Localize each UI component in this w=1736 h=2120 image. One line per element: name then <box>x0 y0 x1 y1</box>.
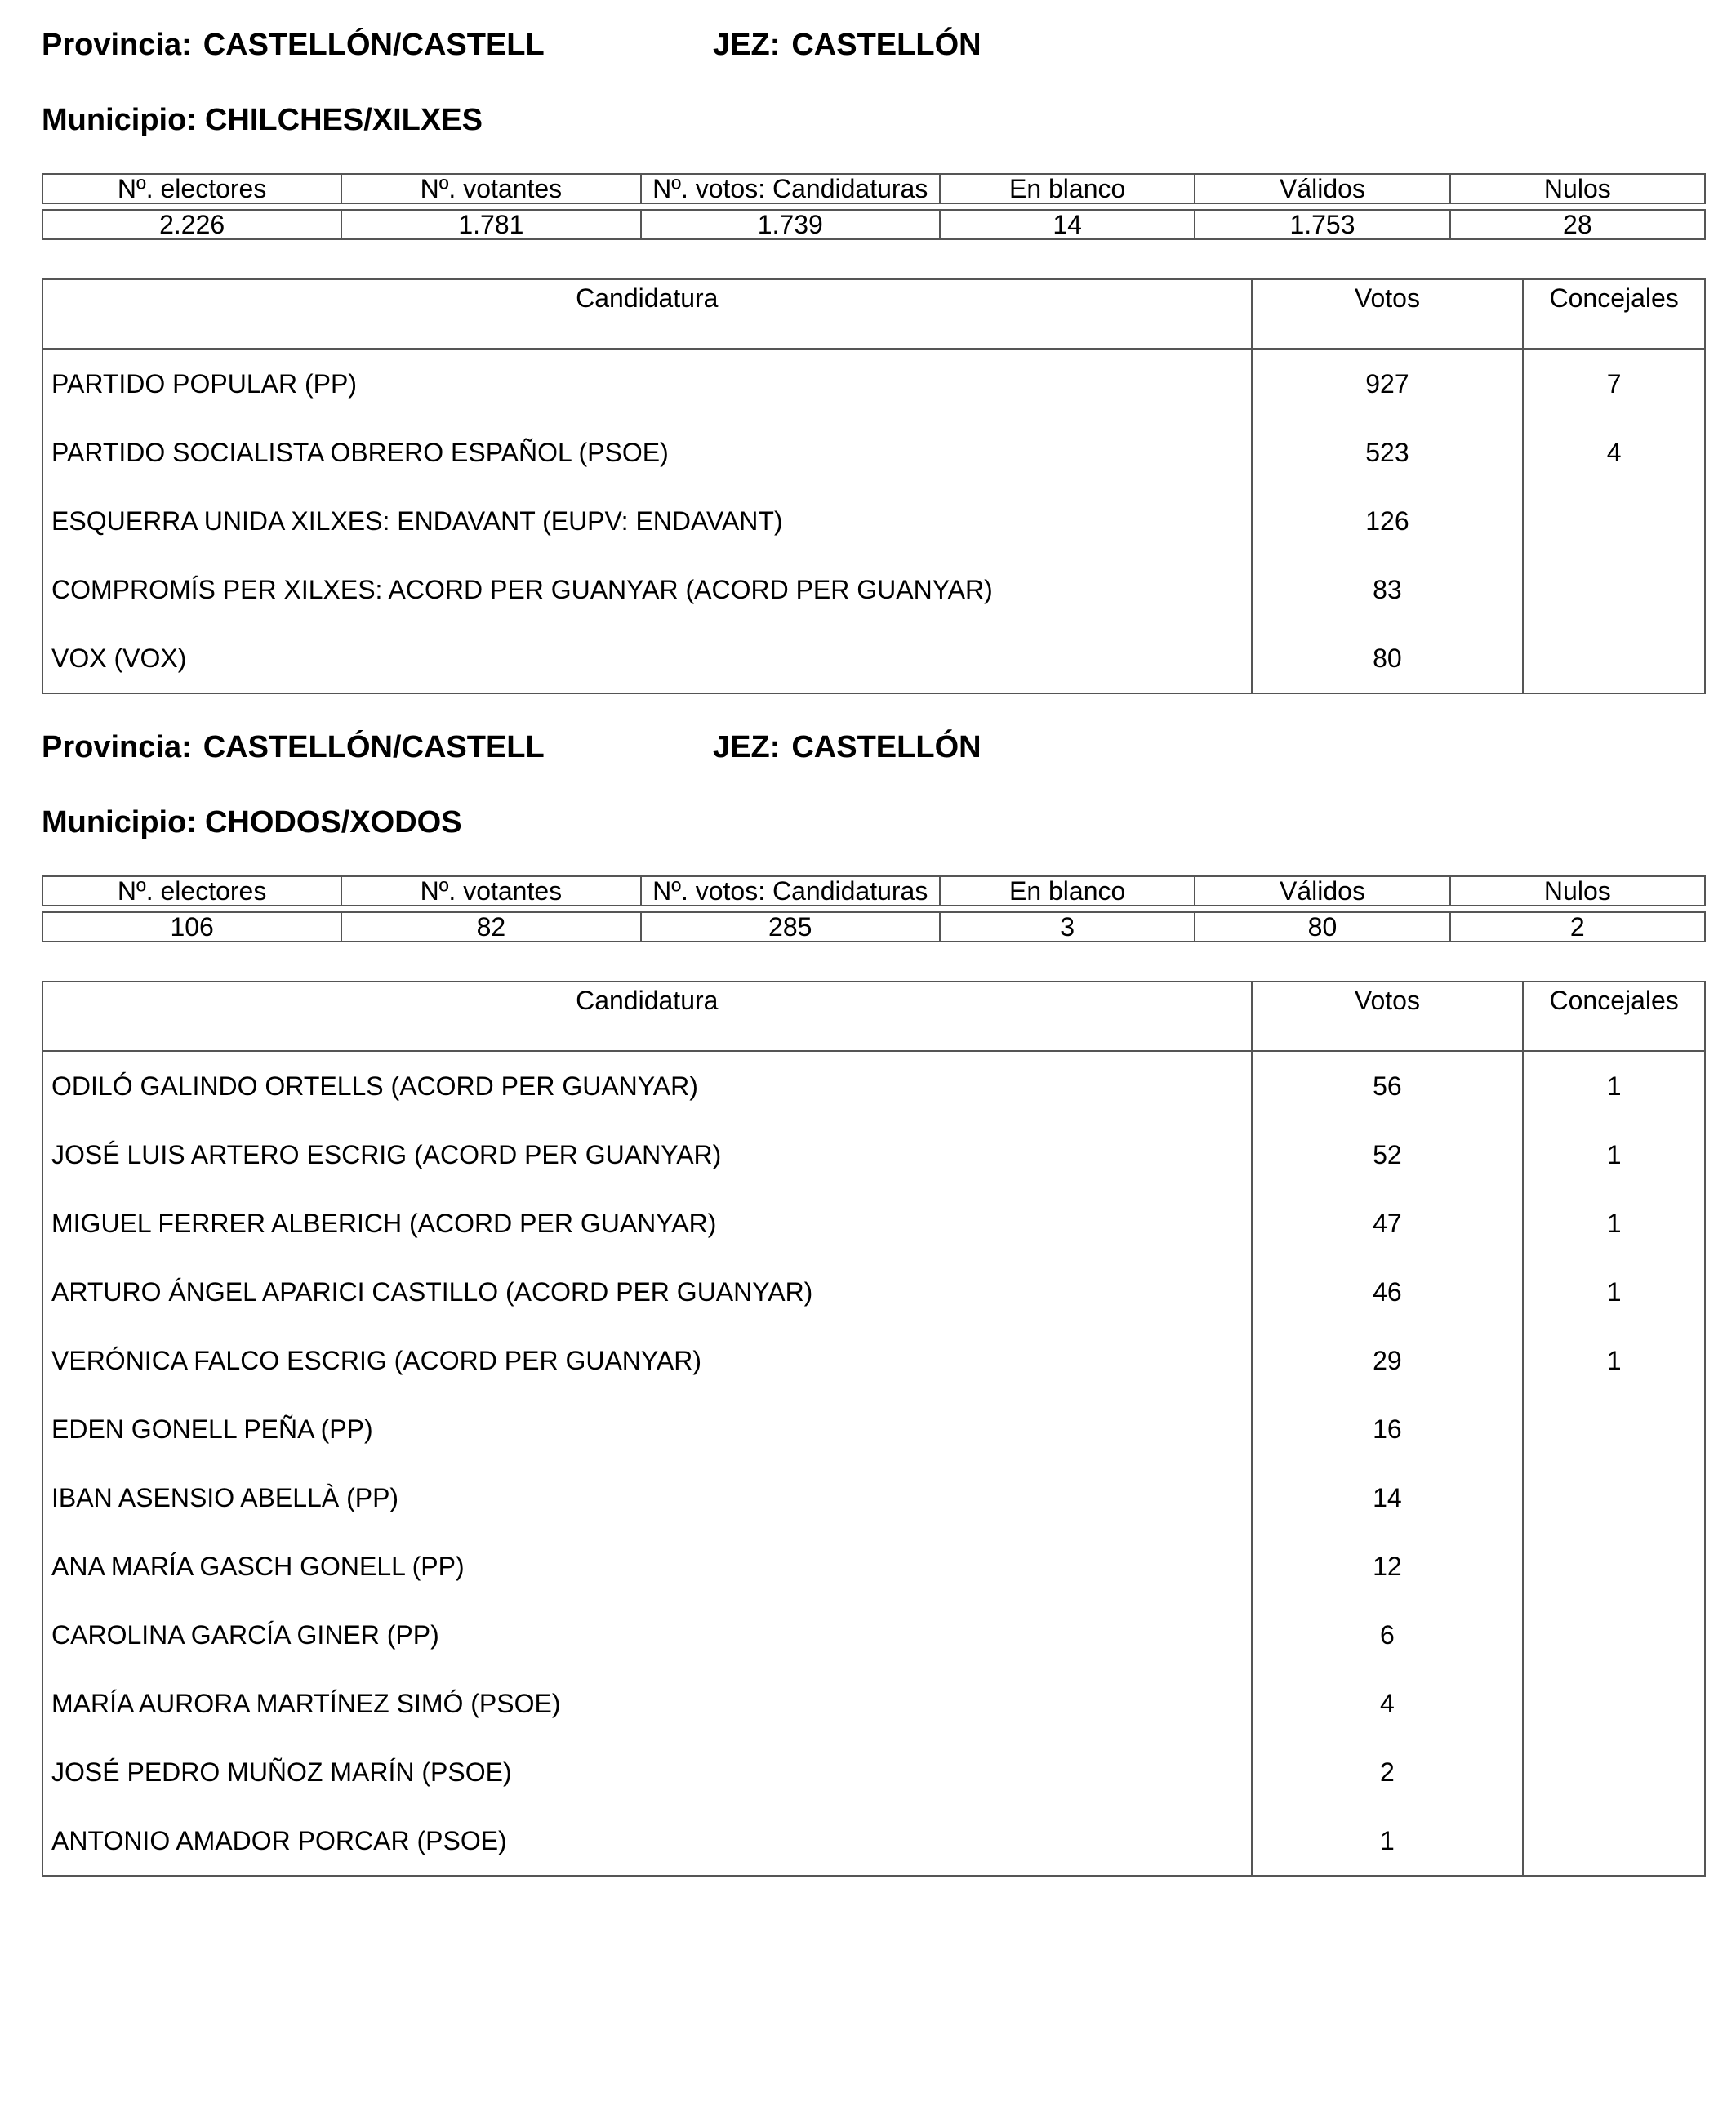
table-row <box>42 1326 1705 1395</box>
jez-header <box>713 28 982 63</box>
candidate-votes: 56 <box>1252 1051 1524 1120</box>
candidate-name: ANA MARÍA GASCH GONELL (PP) <box>42 1532 1252 1601</box>
candidate-seats <box>1523 1738 1705 1806</box>
table-row <box>42 1258 1705 1326</box>
candidate-name: MARÍA AURORA MARTÍNEZ SIMÓ (PSOE) <box>42 1669 1252 1738</box>
stats-table <box>42 875 1706 942</box>
candidate-name: EDEN GONELL PEÑA (PP) <box>42 1395 1252 1463</box>
table-row <box>42 1669 1705 1738</box>
candidate-name: JOSÉ PEDRO MUÑOZ MARÍN (PSOE) <box>42 1738 1252 1806</box>
col-concejales: Concejales <box>1523 279 1705 349</box>
col-votos: Votos <box>1252 982 1524 1051</box>
stats-header-row <box>42 174 1705 203</box>
candidate-seats: 1 <box>1523 1326 1705 1395</box>
candidate-votes: 1 <box>1252 1806 1524 1876</box>
table-row <box>42 624 1705 693</box>
stats-header-cell: Nº. votos: Candidaturas <box>641 174 940 203</box>
provincia-label: Provincia: <box>42 28 192 62</box>
candidates-header-row <box>42 279 1705 349</box>
stats-value-cell: 1.753 <box>1195 210 1449 239</box>
stats-value-cell: 3 <box>940 912 1195 942</box>
table-row <box>42 1463 1705 1532</box>
table-row <box>42 349 1705 418</box>
candidate-name: ESQUERRA UNIDA XILXES: ENDAVANT (EUPV: ENDAVANT) <box>42 487 1252 555</box>
candidate-seats: 1 <box>1523 1120 1705 1189</box>
col-candidatura: Candidatura <box>42 279 1252 349</box>
candidate-votes: 46 <box>1252 1258 1524 1326</box>
stats-header-cell: Nulos <box>1450 174 1705 203</box>
stats-value-cell: 2.226 <box>42 210 341 239</box>
candidate-seats <box>1523 555 1705 624</box>
candidate-seats <box>1523 1395 1705 1463</box>
table-row <box>42 1738 1705 1806</box>
candidate-name: ODILÓ GALINDO ORTELLS (ACORD PER GUANYAR) <box>42 1051 1252 1120</box>
candidate-seats <box>1523 1806 1705 1876</box>
stats-value-cell: 2 <box>1450 912 1705 942</box>
candidate-votes: 927 <box>1252 349 1524 418</box>
table-row <box>42 1532 1705 1601</box>
candidate-votes: 6 <box>1252 1601 1524 1669</box>
provincia-header <box>42 28 563 63</box>
table-row <box>42 555 1705 624</box>
candidate-votes: 2 <box>1252 1738 1524 1806</box>
municipio-header <box>42 805 462 840</box>
provincia-header <box>42 730 563 765</box>
stats-header-cell: En blanco <box>940 174 1195 203</box>
candidate-votes: 126 <box>1252 487 1524 555</box>
table-row <box>42 1601 1705 1669</box>
candidate-seats: 1 <box>1523 1258 1705 1326</box>
candidate-name: COMPROMÍS PER XILXES: ACORD PER GUANYAR (ACORD PER GUANYAR) <box>42 555 1252 624</box>
table-row <box>42 1806 1705 1876</box>
candidate-votes: 12 <box>1252 1532 1524 1601</box>
stats-value-cell: 28 <box>1450 210 1705 239</box>
candidate-name: JOSÉ LUIS ARTERO ESCRIG (ACORD PER GUANYAR) <box>42 1120 1252 1189</box>
stats-table <box>42 173 1706 240</box>
candidates-table <box>42 278 1706 694</box>
provincia-label: Provincia: <box>42 730 192 764</box>
candidate-votes: 16 <box>1252 1395 1524 1463</box>
stats-header-cell: Nulos <box>1450 876 1705 906</box>
candidate-name: PARTIDO SOCIALISTA OBRERO ESPAÑOL (PSOE) <box>42 418 1252 487</box>
jez-label: JEZ: <box>713 730 781 764</box>
table-row <box>42 1120 1705 1189</box>
candidate-name: VOX (VOX) <box>42 624 1252 693</box>
table-row <box>42 1189 1705 1258</box>
candidate-name: CAROLINA GARCÍA GINER (PP) <box>42 1601 1252 1669</box>
table-row <box>42 487 1705 555</box>
candidate-name: PARTIDO POPULAR (PP) <box>42 349 1252 418</box>
stats-header-cell: Nº. electores <box>42 174 341 203</box>
candidate-seats <box>1523 487 1705 555</box>
stats-value-row <box>42 210 1705 239</box>
jez-header <box>713 730 982 765</box>
stats-header-cell: Nº. votantes <box>341 174 640 203</box>
candidates-table <box>42 981 1706 1877</box>
jez-value: CASTELLÓN <box>791 28 982 62</box>
stats-value-cell: 1.739 <box>641 210 940 239</box>
candidate-votes: 14 <box>1252 1463 1524 1532</box>
candidate-votes: 83 <box>1252 555 1524 624</box>
col-concejales: Concejales <box>1523 982 1705 1051</box>
stats-header-cell: Nº. votantes <box>341 876 640 906</box>
candidate-seats: 7 <box>1523 349 1705 418</box>
stats-value-row <box>42 912 1705 942</box>
stats-header-row <box>42 876 1705 906</box>
candidate-name: IBAN ASENSIO ABELLÀ (PP) <box>42 1463 1252 1532</box>
stats-header-cell: Nº. electores <box>42 876 341 906</box>
stats-header-cell: Válidos <box>1195 174 1449 203</box>
candidate-seats: 1 <box>1523 1189 1705 1258</box>
candidate-seats <box>1523 1669 1705 1738</box>
provincia-value: CASTELLÓN/CASTELL <box>203 730 545 764</box>
municipio-label: Municipio: <box>42 103 197 137</box>
stats-value-cell: 285 <box>641 912 940 942</box>
candidate-seats <box>1523 1601 1705 1669</box>
jez-value: CASTELLÓN <box>791 730 982 764</box>
municipio-value: CHODOS/XODOS <box>204 805 462 840</box>
candidates-header-row <box>42 982 1705 1051</box>
table-row <box>42 1051 1705 1120</box>
candidate-votes: 29 <box>1252 1326 1524 1395</box>
provincia-value: CASTELLÓN/CASTELL <box>203 28 545 62</box>
candidate-seats: 4 <box>1523 418 1705 487</box>
municipio-header <box>42 103 483 138</box>
stats-value-cell: 14 <box>940 210 1195 239</box>
candidate-seats <box>1523 1532 1705 1601</box>
candidate-name: VERÓNICA FALCO ESCRIG (ACORD PER GUANYAR) <box>42 1326 1252 1395</box>
stats-value-cell: 82 <box>341 912 640 942</box>
stats-value-cell: 106 <box>42 912 341 942</box>
candidate-seats <box>1523 624 1705 693</box>
candidate-name: ARTURO ÁNGEL APARICI CASTILLO (ACORD PER GUANYAR) <box>42 1258 1252 1326</box>
candidate-votes: 80 <box>1252 624 1524 693</box>
stats-value-cell: 1.781 <box>341 210 640 239</box>
col-candidatura: Candidatura <box>42 982 1252 1051</box>
table-row <box>42 418 1705 487</box>
candidate-name: ANTONIO AMADOR PORCAR (PSOE) <box>42 1806 1252 1876</box>
candidate-name: MIGUEL FERRER ALBERICH (ACORD PER GUANYAR) <box>42 1189 1252 1258</box>
stats-value-cell: 80 <box>1195 912 1449 942</box>
candidate-seats: 1 <box>1523 1051 1705 1120</box>
col-votos: Votos <box>1252 279 1524 349</box>
candidate-votes: 523 <box>1252 418 1524 487</box>
stats-header-cell: En blanco <box>940 876 1195 906</box>
stats-header-cell: Nº. votos: Candidaturas <box>641 876 940 906</box>
municipio-value: CHILCHES/XILXES <box>204 103 483 137</box>
municipio-label: Municipio: <box>42 805 197 840</box>
stats-header-cell: Válidos <box>1195 876 1449 906</box>
table-row <box>42 1395 1705 1463</box>
candidate-seats <box>1523 1463 1705 1532</box>
jez-label: JEZ: <box>713 28 781 62</box>
candidate-votes: 47 <box>1252 1189 1524 1258</box>
candidate-votes: 52 <box>1252 1120 1524 1189</box>
candidate-votes: 4 <box>1252 1669 1524 1738</box>
